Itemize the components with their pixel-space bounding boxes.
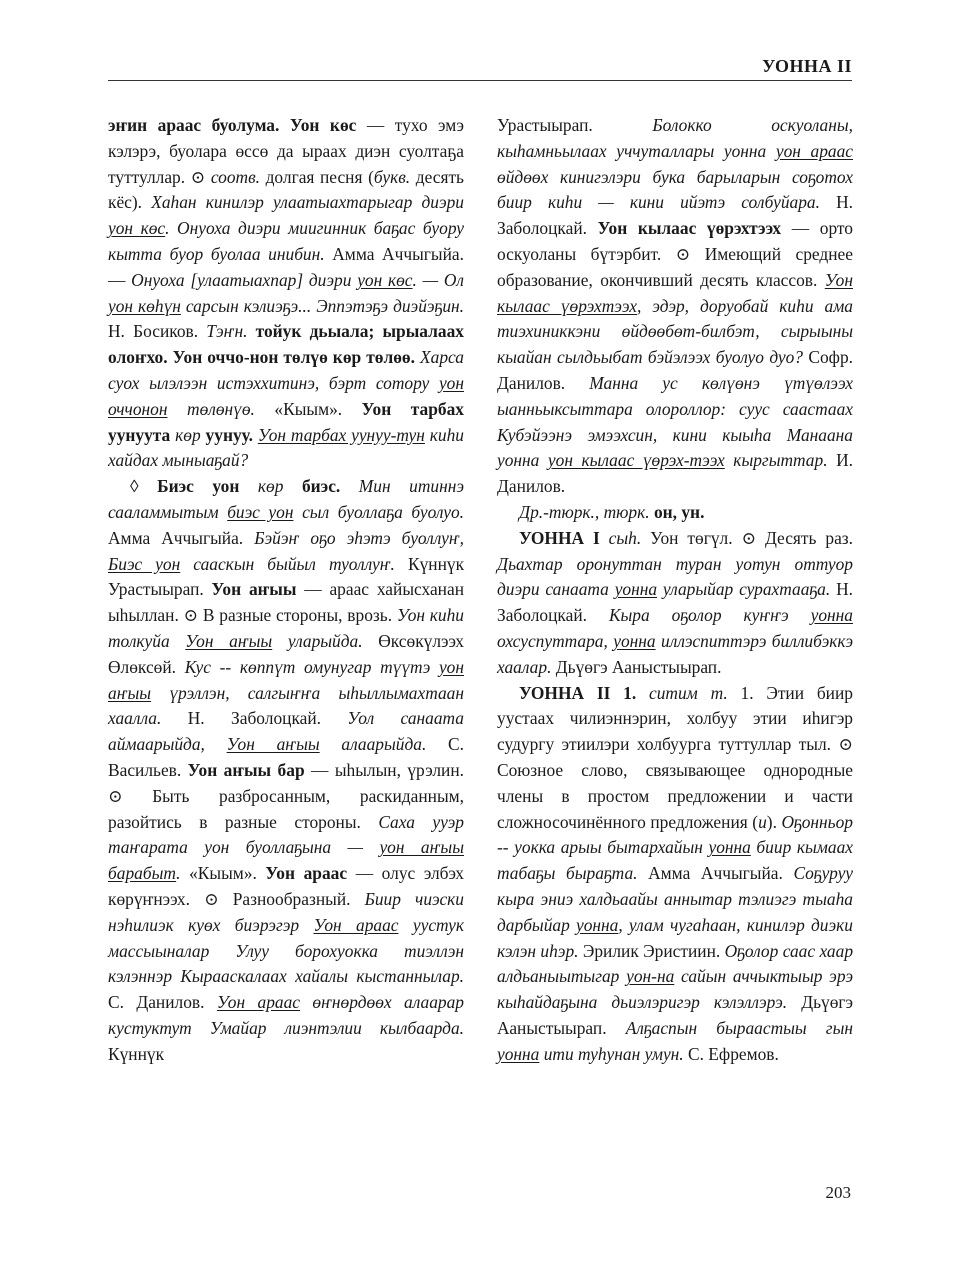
example-run: уларыйда. <box>272 630 363 651</box>
example-headword-run: Биэс уон <box>108 553 181 574</box>
text-run: Дьүөгэ Ааныстыырап. <box>497 992 853 1038</box>
example-headword-run: Уон араас <box>216 992 301 1013</box>
example-run: , улам чугаһаан, кинилэр диэки кэлэн иһэр. <box>497 914 853 961</box>
example-run: . <box>176 863 181 884</box>
example-run: Оҕонньор -- уокка арыы бытархайын <box>497 811 853 858</box>
example-headword-run: уон оччонон <box>108 372 464 419</box>
example-run: Биир чиэски нэһилиэк куөх биэрэгэр <box>108 888 464 935</box>
headword-run: Уон араас <box>265 863 348 884</box>
example-run: биир кымаах табаҕы быраҕта. <box>497 837 853 884</box>
example-run: ситим т. <box>636 682 728 703</box>
example-run: Хаһан кинилэр улаатыахтарыгар диэри <box>151 192 464 213</box>
example-run: и <box>758 811 767 832</box>
text-run: Н. Босиков. <box>108 321 207 342</box>
text-run: — ыһылын, үрэлин. ⊙ Быть разбросанным, раскиданным, разойтись в разные стороны. <box>108 759 464 832</box>
example-run: Тэҥн. <box>206 321 248 342</box>
text-run: Эрилик Эристиин. <box>578 940 725 961</box>
text-run: С. Данилов. <box>108 992 217 1013</box>
example-run: Болокко оскуоланы, кыһамньылаах уччуталлары уонна <box>497 115 854 161</box>
example-run: . Онуоха диэри миигинник баҕас буору кытта буор буолаа инибин. <box>108 218 464 264</box>
headword-run: тойук дьыала; ырыалаах олоҥхо. Уон оччо-нон төлүө көр төлөө. <box>108 321 465 368</box>
text-run: Н. Заболоцкай. <box>497 579 853 626</box>
example-run: Уон киһи толкуйа <box>108 605 465 651</box>
right-column <box>497 113 853 1067</box>
example-run: Саха ууэр таҥарата уон буоллаҕына — <box>108 811 464 858</box>
example-run: Онуоха [улаатыахпар] диэри <box>131 269 358 290</box>
example-headword-run: уон көс <box>357 269 413 290</box>
example-headword-run: уон-на <box>626 966 675 987</box>
example-run: өҥнөрдөөх алаарар кустуктут Умайар лиэнтэлии кылбаарда. <box>108 992 464 1038</box>
example-run: иллэспиттэрэ биллибэккэ хаалар. <box>497 630 853 677</box>
example-run: уларыйар сурахтааҕа. <box>657 579 831 600</box>
example-headword-run: Уон аҥыы <box>226 734 320 755</box>
text-run: С. Ефремов. <box>683 1043 779 1064</box>
example-run: охсуспуттара, <box>497 630 614 651</box>
example-run: уустук массыыналар Улуу борохуокка тиэллэн кэлэннэр Кырааскалаах хайалы кыстаннылар. <box>108 914 465 987</box>
text-run: «Кыым». <box>254 398 362 419</box>
example-run: Уол санаата аймаарыйда, <box>108 708 465 755</box>
example-run: Манна ус көлүөнэ үтүөлээх ыанньыксыттара олороллор: суус саастаах Кубэйээнэ эмээхсин, кини кыыһа Манаана уонна <box>497 372 853 471</box>
text-run: Амма Аччыгыйа. <box>108 527 255 548</box>
example-run: Харса суох ылэлээн истэххитинэ, бэрт сотору <box>108 347 464 393</box>
example-run: Бэйэҥ оҕо эһэтэ буоллуҥ, <box>254 527 464 548</box>
example-run: соотв. <box>210 166 260 187</box>
text-run: И. Данилов. <box>497 450 853 497</box>
headword-run: Биэс уон <box>157 476 240 497</box>
example-headword-run: уон көс <box>108 218 166 239</box>
example-run: төлөнүө. <box>167 398 255 419</box>
text-run: — араас хайысханан ыһыллан. ⊙ В разные стороны, врозь. <box>108 579 465 626</box>
example-headword-run: уон араас <box>775 140 854 161</box>
example-headword-run: Уон тарбах уунуу-тун <box>257 424 425 445</box>
example-headword-run: уонна <box>614 579 658 600</box>
example-run: сарсын кэлиэҕэ... Эппэтэҕэ диэйэҕин. <box>180 295 464 316</box>
text-run: Амма Аччыгыйа. — <box>108 243 464 290</box>
text-run: Н. Заболоцкай. <box>161 708 348 729</box>
text-run: Күннүк <box>108 1043 165 1064</box>
page-number: 203 <box>825 1183 851 1202</box>
example-headword-run: Уон кылаас үөрэхтээх <box>497 269 853 316</box>
text-run: — олус элбэх көрүҥнээх. ⊙ Разнообразный. <box>108 863 464 909</box>
text-run: долгая песня ( <box>259 166 374 187</box>
headword-run: он, ун. <box>653 501 705 522</box>
text-run: С. Васильев. <box>108 734 464 780</box>
example-run: Соҕуруу кыра эниэ халдьаайы аннытар тэлиэгэ тыаһа дарбыйар <box>497 863 854 935</box>
example-run: өйдөөх кинигэлэри бука барыларын соҕотох биир киһи — кини ийэтэ солбуйара. <box>497 166 853 213</box>
headword-run: эҥин араас буолума. Уон көс <box>108 115 357 135</box>
text-run: Күннүк Урастыырап. <box>108 553 465 600</box>
example-run: Дьахтар оронуттан туран уотун оттуор диэри санаата <box>497 553 853 600</box>
headword-run: Уон аҥыы <box>211 579 297 600</box>
example-run: киһи хайдах мыныаҕай? <box>108 424 464 471</box>
text-run: Н. Заболоцкай. <box>497 192 853 239</box>
headword-run: УОННА I <box>519 527 600 548</box>
text-run: — тухо эмэ кэлэрэ, буолара өссө да ыраах диэн суолтаҕа туттуллар. ⊙ <box>108 115 464 187</box>
text-run: ). <box>766 811 782 832</box>
example-run: кыргыттар. <box>724 450 828 471</box>
running-title: УОННА II <box>762 56 852 76</box>
example-headword-run: уонна <box>613 630 656 651</box>
dictionary-paragraph <box>108 113 464 474</box>
dictionary-paragraph <box>497 681 853 1068</box>
example-run: Кыра оҕолор куҥҥэ <box>608 605 811 626</box>
text-run: Амма Аччыгыйа. <box>637 863 794 884</box>
example-run: сыһ. <box>599 527 642 548</box>
example-headword-run: уонна <box>576 914 619 935</box>
example-run: көр <box>239 476 302 497</box>
headword-run: Уон тарбах уунуута <box>108 398 464 445</box>
example-run: сайын аччыктыыр эрэ кыһайдаҕына дьиэлэригэр кэлэллэрэ. <box>497 966 853 1013</box>
example-headword-run: уон көһүн <box>108 295 181 316</box>
example-run: сааскын быйыл туоллуҥ. <box>180 553 395 574</box>
text-run: десять кёс). <box>108 166 464 213</box>
text-run <box>340 476 359 496</box>
text-run: Өксөкүлээх Өлөксөй. <box>108 630 464 677</box>
example-headword-run: уон аҥыы <box>108 656 464 703</box>
running-header <box>108 50 852 81</box>
example-run: Др.-тюрк., тюрк. <box>519 501 650 522</box>
example-headword-run: уонна <box>497 1043 540 1064</box>
example-run: . — Ол <box>412 269 464 290</box>
dictionary-paragraph <box>497 113 853 500</box>
text-run: «Кыым». <box>180 863 266 884</box>
text-run: Софр. Данилов. <box>497 347 853 393</box>
text-run: Уон төгүл. ⊙ Десять раз. <box>641 527 854 548</box>
dictionary-paragraph <box>108 474 464 1067</box>
example-headword-run: уон аҥыы барабыт <box>108 837 464 884</box>
example-run: ити туһунан умун. <box>539 1043 684 1064</box>
left-column <box>108 113 464 1067</box>
headword-run: Уон кылаас үөрэхтээх <box>597 218 782 239</box>
dictionary-paragraph <box>497 500 853 526</box>
example-run: , эдэр, доруобай киһи ама тиэхиниккэни өйдөөбөт-билбэт, сырыыны кыайан сылдьыбат бэйэлээх буолуо дуо? <box>497 295 853 368</box>
example-headword-run: уонна <box>810 605 853 626</box>
example-headword-run: Уон араас <box>313 914 399 935</box>
example-headword-run: биэс уон <box>227 501 294 522</box>
example-run: букв. <box>373 166 411 187</box>
dictionary-paragraph <box>497 526 853 681</box>
example-run: Мин итиннэ сааламмытым <box>108 476 465 522</box>
example-run: көр <box>170 424 206 445</box>
example-run: Алҕаспын быраастыы гын <box>625 1017 853 1038</box>
example-run: сыл буоллаҕа буолуо. <box>293 501 464 522</box>
text-run: Урастыырап. <box>497 115 653 135</box>
example-run: Оҕолор саас хаар алдьаныытыгар <box>497 940 854 987</box>
text-run: Дьүөгэ Ааныстыырап. <box>551 656 722 677</box>
headword-run: уунуу. <box>205 424 253 445</box>
example-headword-run: Уон аҥыы <box>185 630 273 651</box>
example-headword-run: уонна <box>708 837 751 858</box>
text-run: ◊ <box>130 476 158 497</box>
text-run: 1. Этии биир уустаах чилиэннэрин, холбуу этии иһигэр судургу этиилэри холбуурга туттуллар тыл. ⊙ Союзное слово, связывающее однородные члены в простом предложении и части сложносочинённого предложения ( <box>497 682 853 832</box>
example-run: алаарыйда. <box>319 734 427 755</box>
headword-run: биэс. <box>301 476 341 497</box>
example-headword-run: уон кылаас үөрэх-тээх <box>547 450 725 471</box>
example-run: Кус -- көппүт омунугар түүтэ <box>184 656 439 677</box>
example-run: үрэллэн, салгыҥҥа ыһыллымахтаан хаалла. <box>108 682 464 729</box>
headword-run: Уон аҥыы бар <box>187 759 305 780</box>
headword-run: УОННА II 1. <box>519 682 637 703</box>
text-run: — орто оскуоланы бүтэрбит. ⊙ Имеющий среднее образование, окончивший десять классов. <box>497 218 853 290</box>
